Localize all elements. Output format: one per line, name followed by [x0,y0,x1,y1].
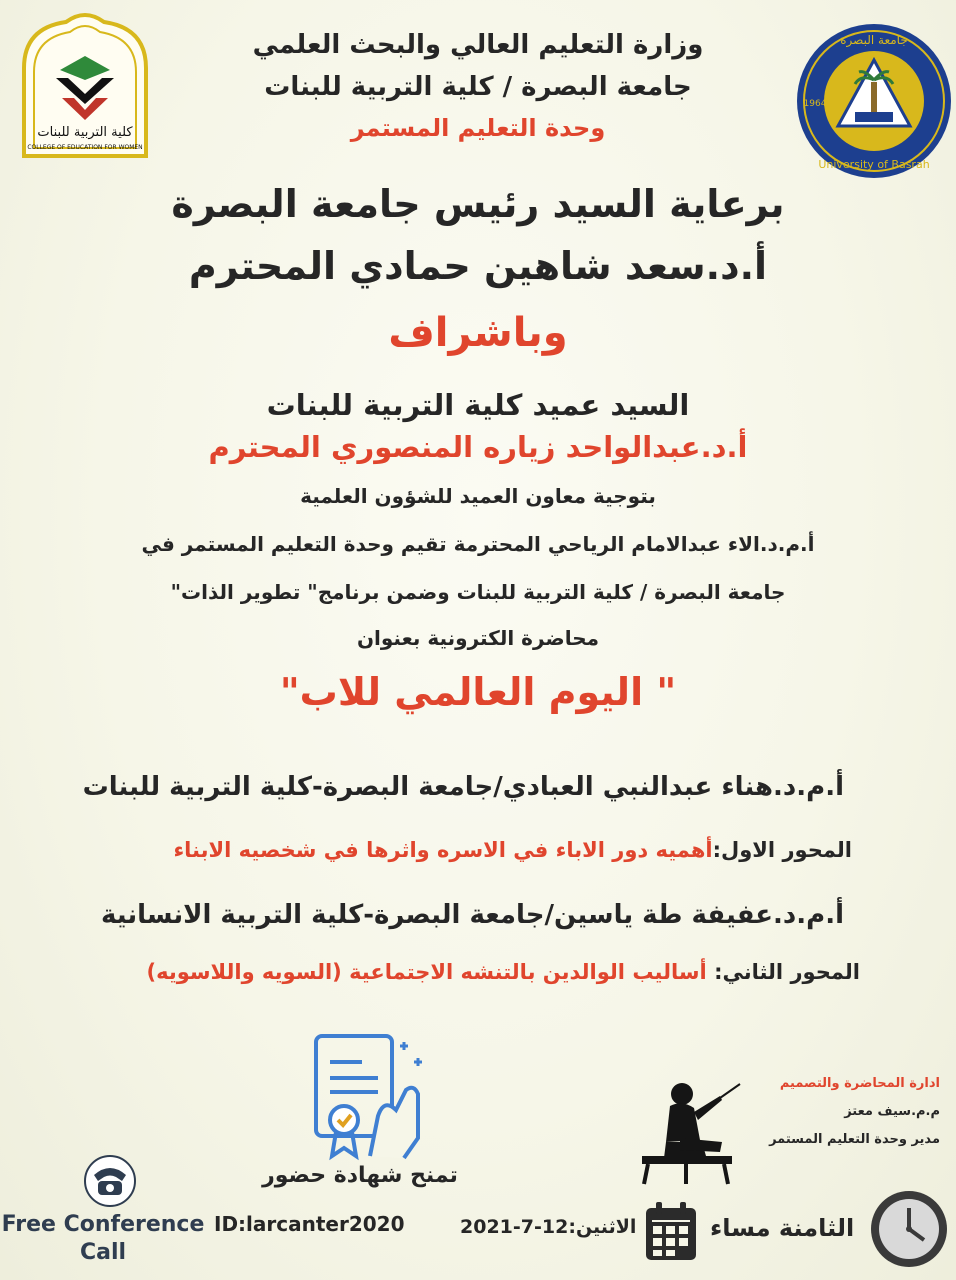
conference-line1: Free Conference [1,1212,205,1237]
schedule-time: الثامنة مساء [710,1214,855,1242]
ministry-title: وزارة التعليم العالي والبحث العلمي [252,30,704,60]
certificate-text: تمنح شهادة حضور [262,1163,458,1188]
speaker1-name: أ.م.د.هناء عبدالنبي العبادي/جامعة البصرة-كلية التربية للبنات [82,772,844,802]
university-college-title: جامعة البصرة / كلية التربية للبنات [264,72,692,102]
design-title: ادارة المحاضرة والتصميم [779,1076,940,1091]
design-credits [740,1070,940,1154]
university-seal-year: 1964 [803,99,827,109]
speaker2-name: أ.م.د.عفيفة طة ياسين/جامعة البصرة-كلية التربية الانسانية [100,900,844,930]
unit-title: وحدة التعليم المستمر [350,114,606,142]
patronage-line2: أ.د.سعد شاهين حمادي المحترم [188,244,768,288]
college-logo-text-ar: كلية التربية للبنات [37,125,133,140]
clock-icon [868,1188,950,1270]
college-logo-text-en: COLLEGE OF EDUCATION FOR WOMEN [27,144,143,151]
axis2 [147,960,861,984]
university-seal-text-en: University of Basrah [818,158,930,171]
phone-icon [84,1155,136,1207]
design-name: م.م.سيف معتز [844,1104,940,1119]
axis2-label: المحور الثاني: [714,960,860,984]
dean-title: السيد عميد كلية التربية للبنات [266,388,690,422]
dean-name: أ.د.عبدالواحد زياره المنصوري المحترم [208,430,748,464]
supervision-heading: وباشراف [388,310,568,356]
lecture-title: " اليوم العالمي للاب" [279,670,677,714]
patronage-line1: برعاية السيد رئيس جامعة البصرة [171,182,785,226]
calendar-icon [644,1200,698,1262]
axis2-topic: أساليب الوالدين بالتنشه الاجتماعية (السويه واللاسويه) [146,960,707,984]
program-line2: جامعة البصرة / كلية التربية للبنات وضمن برنامج" تطوير الذات" [170,580,786,604]
university-seal-text-ar: جامعة البصرة [840,33,908,47]
axis1 [173,838,852,862]
directive-line: بتوجية معاون العميد للشؤون العلمية [300,484,656,508]
axis1-label: المحور الاول: [712,838,852,862]
conference-line2: Call [79,1240,127,1265]
artist-silhouette [636,1076,746,1186]
schedule-date: الاثنين:12-7-2021 [460,1216,637,1238]
conference-id: ID:larcanter2020 [214,1212,405,1236]
certificate-icon [300,1028,440,1168]
program-line3: محاضرة الكترونية بعنوان [356,626,600,650]
axis1-topic: أهميه دور الاباء في الاسره واثرها في شخصيه الابناء [173,838,713,862]
program-line1: أ.م.د.الاء عبدالامام الرياحي المحترمة تقيم وحدة التعليم المستمر في [141,532,815,556]
design-role: مدير وحدة التعليم المستمر [769,1132,940,1147]
